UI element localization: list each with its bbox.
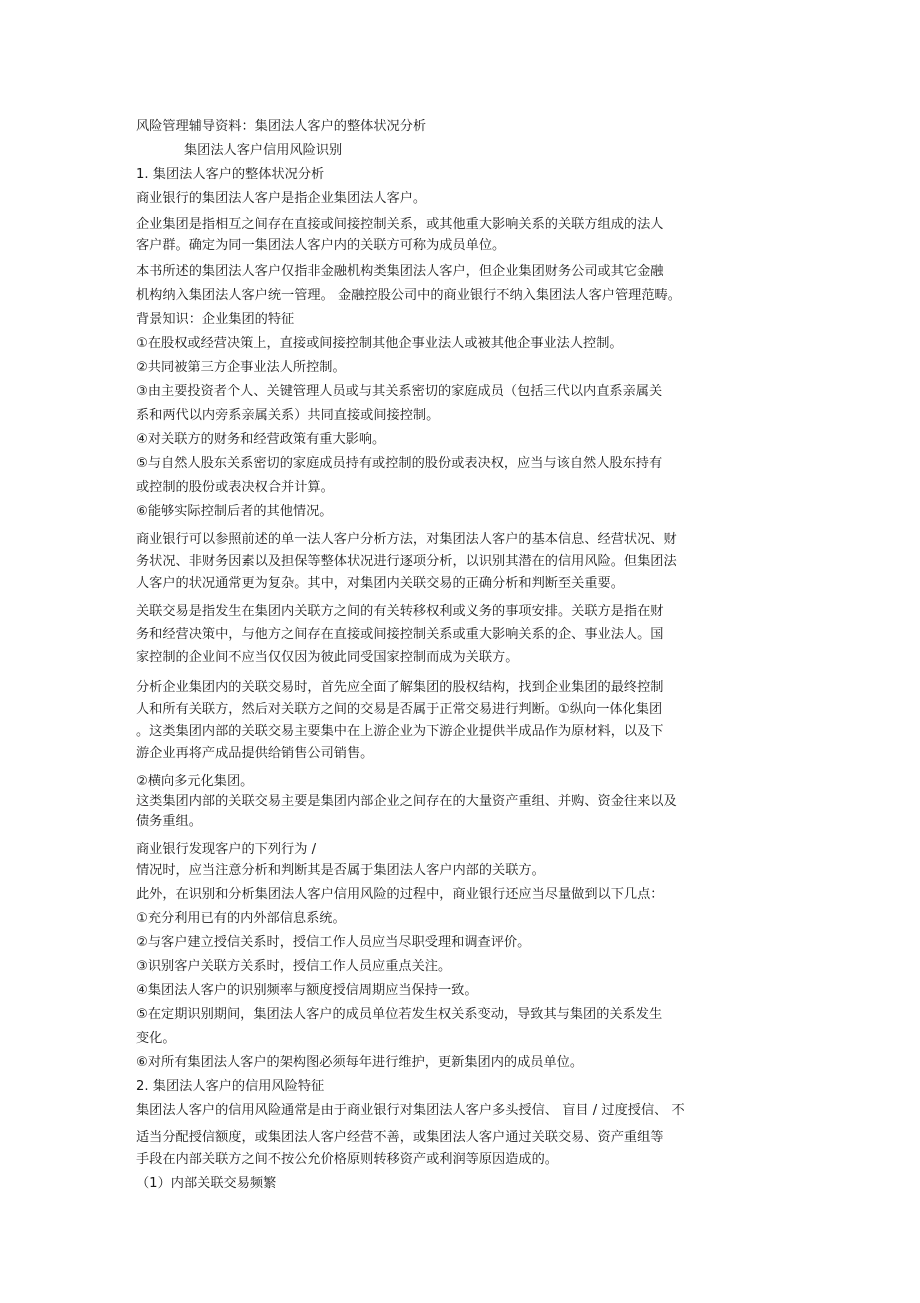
list-item: ①充分利用已有的内外部信息系统。 xyxy=(136,911,346,926)
section-heading: 集团法人客户信用风险识别 xyxy=(184,143,343,158)
paragraph-line: 关联交易是指发生在集团内关联方之间的有关转移权利或义务的事项安排。关联方是指在财 xyxy=(136,604,664,619)
paragraph-line: 商业银行可以参照前述的单一法人客户分析方法，对集团法人客户的基本信息、经营状况、财 xyxy=(136,532,677,547)
paragraph-line: 背景知识：企业集团的特征 xyxy=(136,312,295,327)
paragraph-line: 情况时，应当注意分析和判断其是否属于集团法人客户内部的关联方。 xyxy=(136,863,545,878)
paragraph-line: 机构纳入集团法人客户统一管理。 金融控股公司中的商业银行不纳入集团法人客户管理范畴。 xyxy=(136,288,681,303)
paragraph-line: 这类集团内部的关联交易主要是集团内部企业之间存在的大量资产重组、并购、资金往来以及 xyxy=(136,794,677,809)
paragraph-line: 本书所述的集团法人客户仅指非金融机构类集团法人客户，但企业集团财务公司或其它金融 xyxy=(136,264,664,279)
paragraph-line: 游企业再将产成品提供给销售公司销售。 xyxy=(136,746,374,761)
paragraph-line: 商业银行的集团法人客户是指企业集团法人客户。 xyxy=(136,191,427,206)
list-item: 系和两代以内旁系亲属关系）共同直接或间接控制。 xyxy=(136,408,440,423)
list-item: ⑤在定期识别期间，集团法人客户的成员单位若发生权关系变动，导致其与集团的关系发生 xyxy=(136,1007,663,1022)
subsection-heading: 1. 集团法人客户的整体状况分析 xyxy=(136,167,325,182)
paragraph-line: 手段在内部关联方之间不按公允价格原则转移资产或利润等原因造成的。 xyxy=(136,1152,558,1167)
paragraph-line: 此外，在识别和分析集团法人客户信用风险的过程中，商业银行还应当尽量做到以下几点： xyxy=(136,887,664,902)
paragraph-line: 适当分配授信额度，或集团法人客户经营不善，或集团法人客户通过关联交易、资产重组等 xyxy=(136,1130,664,1145)
list-item: ⑤与自然人股东关系密切的家庭成员持有或控制的股份或表决权，应当与该自然人股东持有 xyxy=(136,456,663,471)
list-item: ①在股权或经营决策上，直接或间接控制其他企事业法人或被其他企事业法人控制。 xyxy=(136,336,623,351)
paragraph-line: 客户群。确定为同一集团法人客户内的关联方可称为成员单位。 xyxy=(136,238,506,253)
paragraph-line: 务和经营决策中，与他方之间存在直接或间接控制关系或重大影响关系的企、事业法人。国 xyxy=(136,627,664,642)
list-item: 变化。 xyxy=(136,1031,176,1046)
list-item: ③识别客户关联方关系时，授信工作人员应重点关注。 xyxy=(136,959,452,974)
paragraph-line: 人和所有关联方，然后对关联方之间的交易是否属于正常交易进行判断。①纵向一体化集团 xyxy=(136,702,663,717)
subsection-heading: （1）内部关联交易频繁 xyxy=(136,1176,277,1191)
paragraph-line: 商业银行发现客户的下列行为 / xyxy=(136,842,317,857)
paragraph-line: 企业集团是指相互之间存在直接或间接控制关系，或其他重大影响关系的关联方组成的法人 xyxy=(136,217,664,232)
paragraph-line: 债务重组。 xyxy=(136,814,202,829)
subsection-heading: 2. 集团法人客户的信用风险特征 xyxy=(136,1079,325,1094)
list-item: ②与客户建立授信关系时，授信工作人员应当尽职受理和调查评价。 xyxy=(136,935,531,950)
list-item: ③由主要投资者个人、关键管理人员或与其关系密切的家庭成员（包括三代以内直系亲属关 xyxy=(136,384,663,399)
list-item: ④集团法人客户的识别频率与额度授信周期应当保持一致。 xyxy=(136,983,478,998)
list-item: ⑥能够实际控制后者的其他情况。 xyxy=(136,504,333,519)
paragraph-line: 人客户的状况通常更为复杂。其中，对集团内关联交易的正确分析和判断至关重要。 xyxy=(136,576,624,591)
list-item: 或控制的股份或表决权合并计算。 xyxy=(136,480,334,495)
paragraph-line: 家控制的企业间不应当仅仅因为彼此同受国家控制而成为关联方。 xyxy=(136,650,519,665)
document-title: 风险管理辅导资料：集团法人客户的整体状况分析 xyxy=(136,119,427,134)
list-item: ④对关联方的财务和经营政策有重大影响。 xyxy=(136,432,386,447)
list-item: ⑥对所有集团法人客户的架构图必须每年进行维护，更新集团内的成员单位。 xyxy=(136,1055,584,1070)
paragraph-line: 分析企业集团内的关联交易时，首先应全面了解集团的股权结构，找到企业集团的最终控制 xyxy=(136,680,664,695)
list-item: ②横向多元化集团。 xyxy=(136,774,254,789)
paragraph-line: 务状况、非财务因素以及担保等整体状况进行逐项分析，以识别其潜在的信用风险。但集团法 xyxy=(136,554,677,569)
paragraph-line: 。这类集团内部的关联交易主要集中在上游企业为下游企业提供半成品作为原材料，以及下 xyxy=(136,724,664,739)
paragraph-line: 集团法人客户的信用风险通常是由于商业银行对集团法人客户多头授信、 盲目 / 过度授信、 不 xyxy=(136,1103,685,1118)
list-item: ②共同被第三方企事业法人所控制。 xyxy=(136,360,346,375)
